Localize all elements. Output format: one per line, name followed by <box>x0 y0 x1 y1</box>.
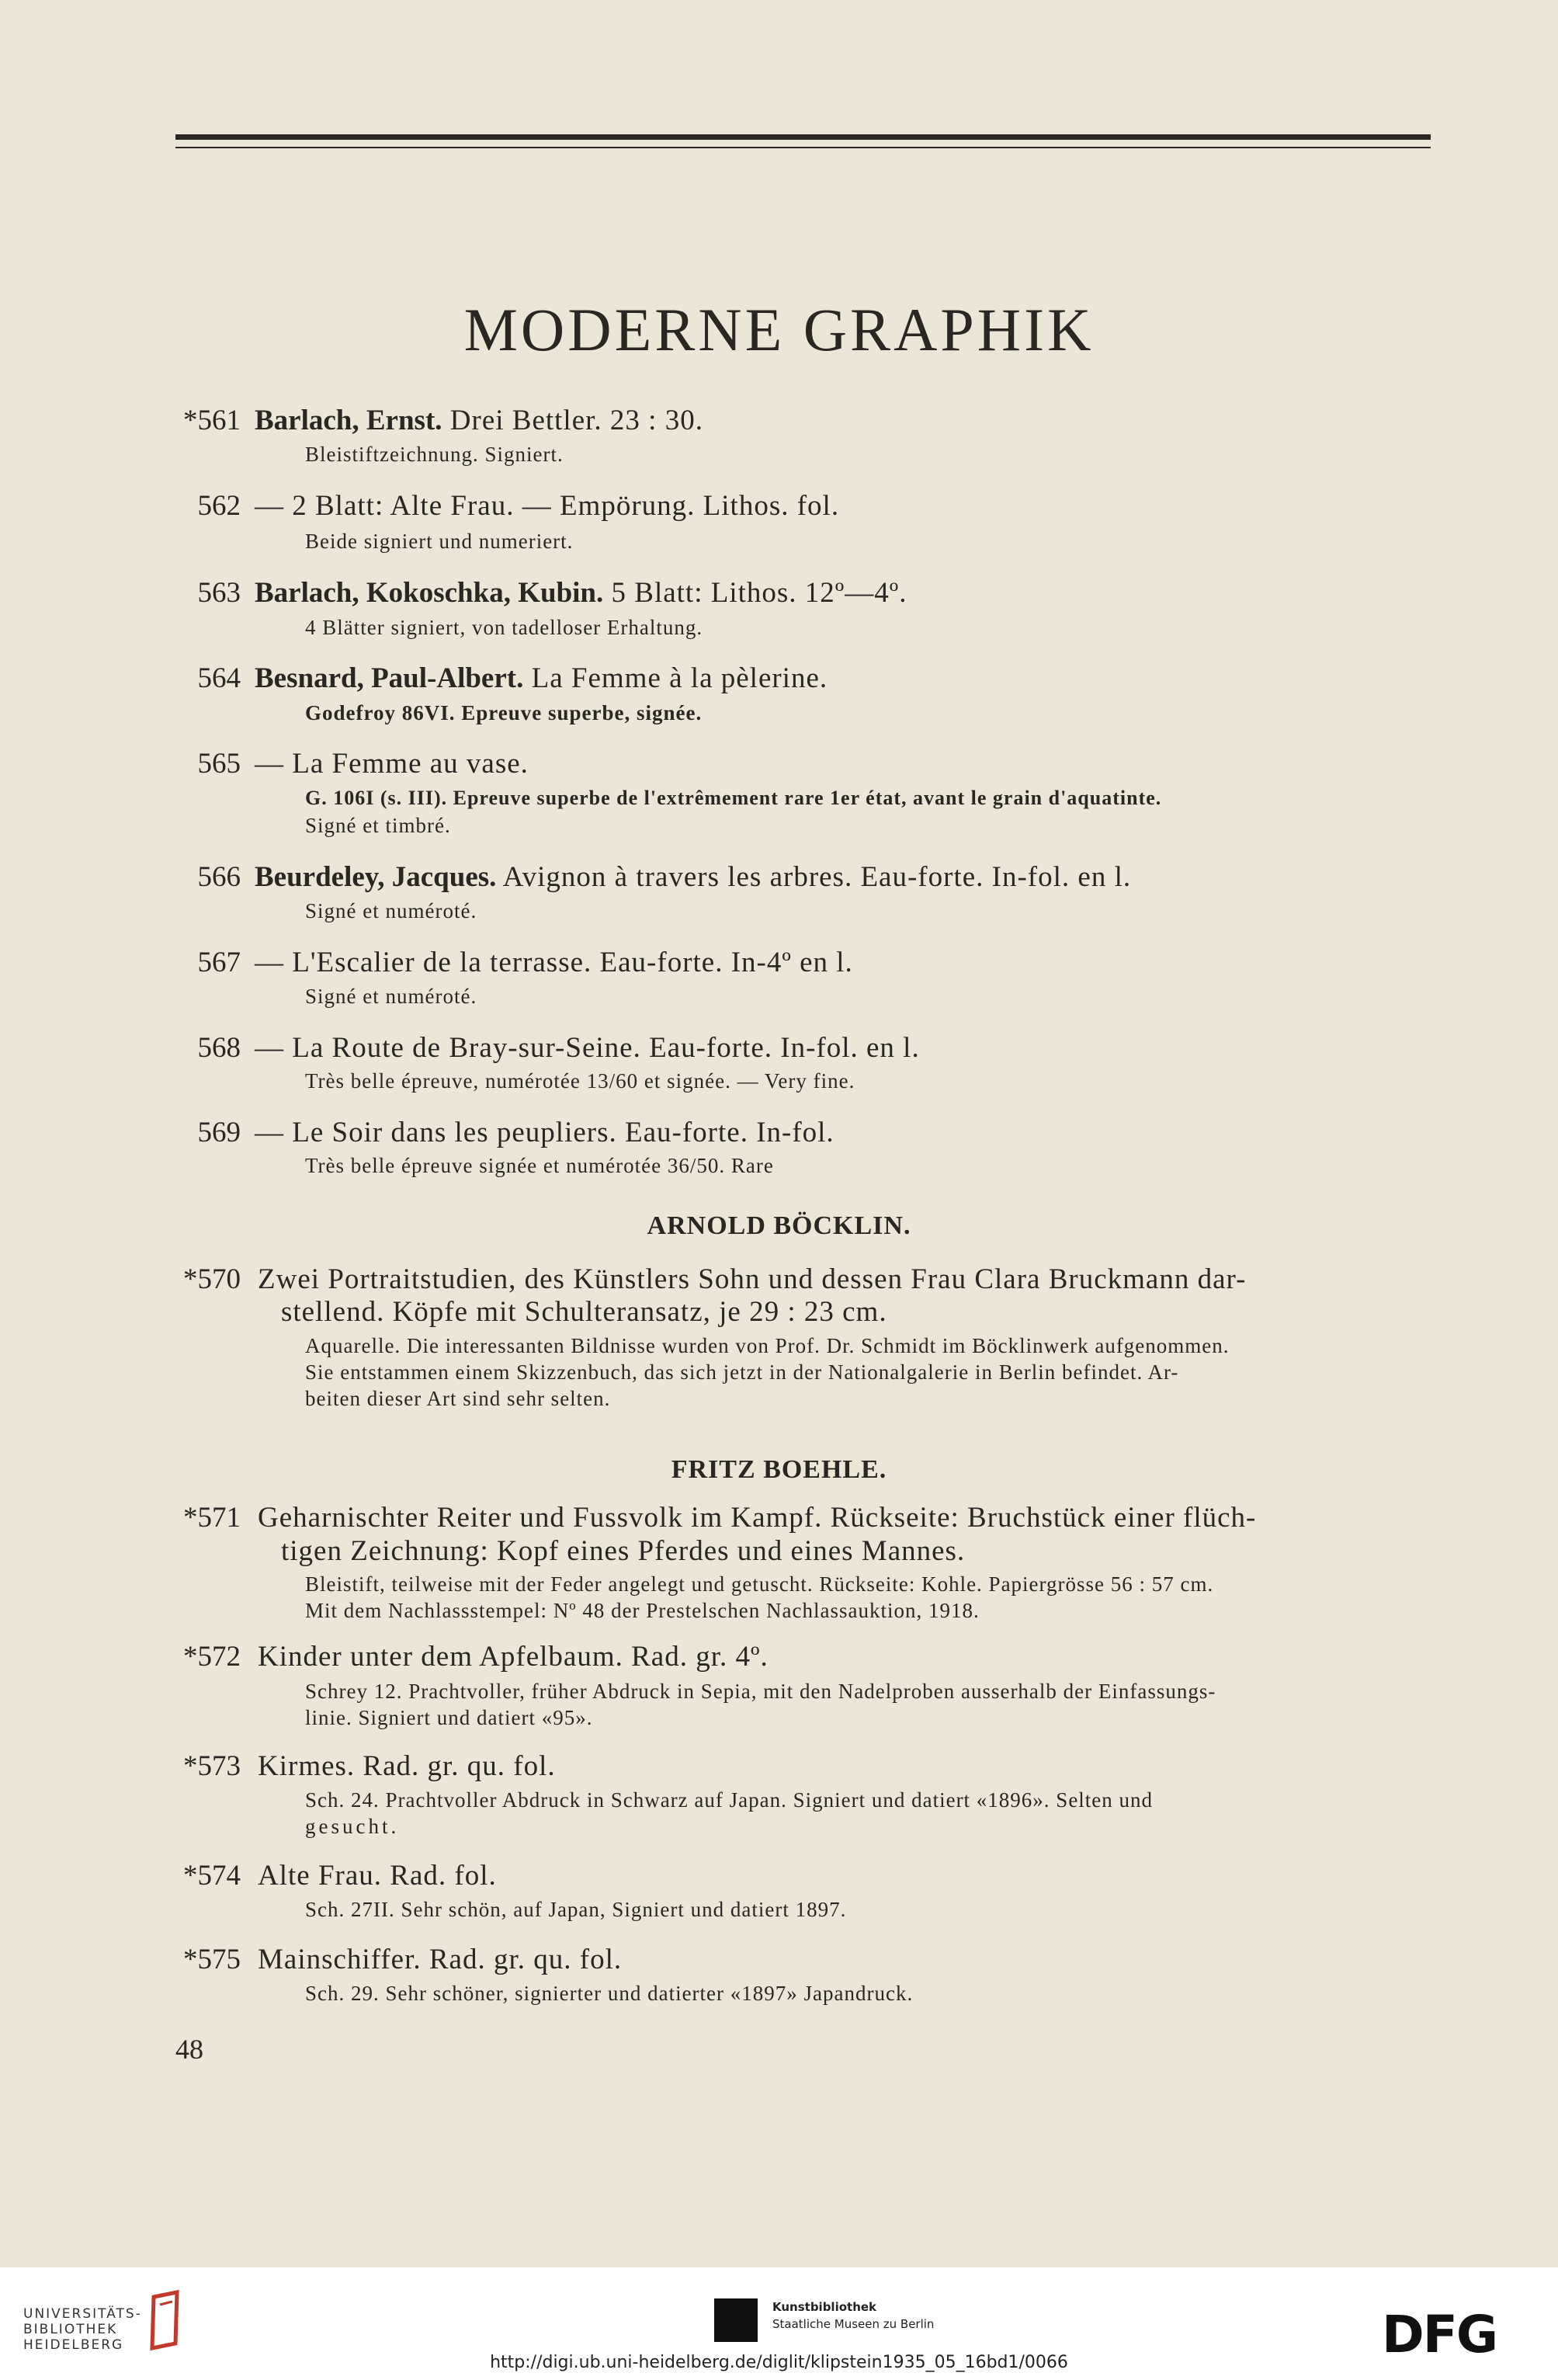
entry-number: *570 <box>183 1263 241 1295</box>
ub-heidelberg-logo-text: UNIVERSITÄTS- BIBLIOTHEK HEIDELBERG <box>23 2306 142 2353</box>
entry-title: — L'Escalier de la terrasse. Eau-forte. In-4º en l. <box>255 947 853 978</box>
entry-note: Schrey 12. Prachtvoller, früher Abdruck in Sepia, mit den Nadelproben ausserhalb der Einfassungs- <box>305 1680 1216 1703</box>
header-rule-thin <box>175 147 1431 148</box>
entry-note: Signé et timbré. <box>305 814 451 837</box>
entry-title: Kirmes. Rad. gr. qu. fol. <box>258 1750 556 1782</box>
entry-note: Mit dem Nachlassstempel: Nº 48 der Prestelschen Nachlassauktion, 1918. <box>305 1599 980 1622</box>
entry-number: 563 <box>197 577 241 609</box>
entry-title: Besnard, Paul-Albert. La Femme à la pèlerine. <box>255 662 828 694</box>
entry-title: — La Route de Bray-sur-Seine. Eau-forte. In-fol. en l. <box>255 1032 920 1064</box>
entry-title: Barlach, Kokoschka, Kubin. 5 Blatt: Lithos. 12º—4º. <box>255 577 907 609</box>
entry-title: Mainschiffer. Rad. gr. qu. fol. <box>258 1944 623 1975</box>
page-title: MODERNE GRAPHIK <box>463 296 1095 363</box>
entry-title: Geharnischter Reiter und Fussvolk im Kampf. Rückseite: Bruchstück einer flüch- <box>258 1502 1257 1534</box>
entry-title: — Le Soir dans les peupliers. Eau-forte. In-fol. <box>255 1117 835 1148</box>
entry-note: Signé et numéroté. <box>305 985 477 1008</box>
entry-title: — 2 Blatt: Alte Frau. — Empörung. Lithos. fol. <box>255 490 840 522</box>
entry-number: 566 <box>197 861 241 893</box>
entry-note: Sch. 27II. Sehr schön, auf Japan, Signiert und datiert 1897. <box>305 1898 847 1921</box>
entry-number: *574 <box>183 1860 241 1892</box>
entry-note: Sie entstammen einem Skizzenbuch, das sich jetzt in der Nationalgalerie in Berlin befindet. Ar- <box>305 1360 1179 1384</box>
entry-title: Barlach, Ernst. Drei Bettler. 23 : 30. <box>255 405 703 436</box>
entry-note: Très belle épreuve signée et numérotée 36/50. Rare <box>305 1154 774 1177</box>
entry-note: Sch. 24. Prachtvoller Abdruck in Schwarz auf Japan. Signiert und datiert «1896». Selten und <box>305 1788 1154 1812</box>
section-heading-boecklin: ARNOLD BÖCKLIN. <box>647 1211 911 1240</box>
entry-title: Alte Frau. Rad. fol. <box>258 1860 497 1892</box>
entry-number: 567 <box>197 947 241 978</box>
entry-note: Bleistiftzeichnung. Signiert. <box>305 443 564 466</box>
entry-number: 564 <box>197 662 241 694</box>
kunstbibliothek-logo-icon <box>714 2298 758 2342</box>
dfg-logo: DFG <box>1382 2305 1497 2364</box>
ub-heidelberg-logo-icon <box>138 2289 193 2351</box>
entry-number: *572 <box>183 1641 241 1673</box>
kunstbibliothek-logo-text: Kunstbibliothek Staatliche Museen zu Berlin <box>772 2300 935 2331</box>
header-rule-thick <box>175 134 1431 140</box>
entry-note: Signé et numéroté. <box>305 899 477 922</box>
entry-title-continued: tigen Zeichnung: Kopf eines Pferdes und eines Mannes. <box>281 1535 966 1567</box>
entry-number: 568 <box>197 1032 241 1064</box>
entry-number: 569 <box>197 1117 241 1148</box>
entry-number: *575 <box>183 1944 241 1975</box>
entry-note: linie. Signiert und datiert «95». <box>305 1706 593 1729</box>
entry-number: 565 <box>197 748 241 780</box>
entry-title: Zwei Portraitstudien, des Künstlers Sohn und dessen Frau Clara Bruckmann dar- <box>258 1263 1247 1295</box>
entry-note: Très belle épreuve, numérotée 13/60 et signée. — Very fine. <box>305 1069 855 1093</box>
entry-note: beiten dieser Art sind sehr selten. <box>305 1387 611 1410</box>
digitization-footer <box>0 2267 1558 2380</box>
entry-note: Sch. 29. Sehr schöner, signierter und datierter «1897» Japandruck. <box>305 1982 914 2005</box>
entry-title: — La Femme au vase. <box>255 748 529 780</box>
entry-number: *561 <box>183 405 241 436</box>
entry-note: Godefroy 86VI. Epreuve superbe, signée. <box>305 701 703 724</box>
entry-note: 4 Blätter signiert, von tadelloser Erhaltung. <box>305 616 703 639</box>
source-url[interactable]: http://digi.ub.uni-heidelberg.de/diglit/klipstein1935_05_16bd1/0066 <box>490 2353 1068 2372</box>
entry-title-continued: stellend. Köpfe mit Schulteransatz, je 29 : 23 cm. <box>281 1296 887 1328</box>
entry-title: Beurdeley, Jacques. Avignon à travers les arbres. Eau-forte. In-fol. en l. <box>255 861 1132 893</box>
entry-note: G. 106I (s. III). Epreuve superbe de l'extrêmement rare 1er état, avant le grain d'aquatinte. <box>305 787 1162 809</box>
entry-number: *571 <box>183 1502 241 1534</box>
entry-note: Bleistift, teilweise mit der Feder angelegt und getuscht. Rückseite: Kohle. Papiergrösse 56 : 57 cm. <box>305 1572 1214 1596</box>
page-number: 48 <box>175 2034 203 2065</box>
entry-number: *573 <box>183 1750 241 1782</box>
entry-note: Aquarelle. Die interessanten Bildnisse wurden von Prof. Dr. Schmidt im Böcklinwerk aufgenommen. <box>305 1334 1230 1357</box>
entry-note: Beide signiert und numeriert. <box>305 530 574 553</box>
entry-title: Kinder unter dem Apfelbaum. Rad. gr. 4º. <box>258 1641 769 1673</box>
entry-note: gesucht. <box>305 1815 400 1838</box>
section-heading-boehle: FRITZ BOEHLE. <box>671 1455 887 1484</box>
entry-number: 562 <box>197 490 241 522</box>
